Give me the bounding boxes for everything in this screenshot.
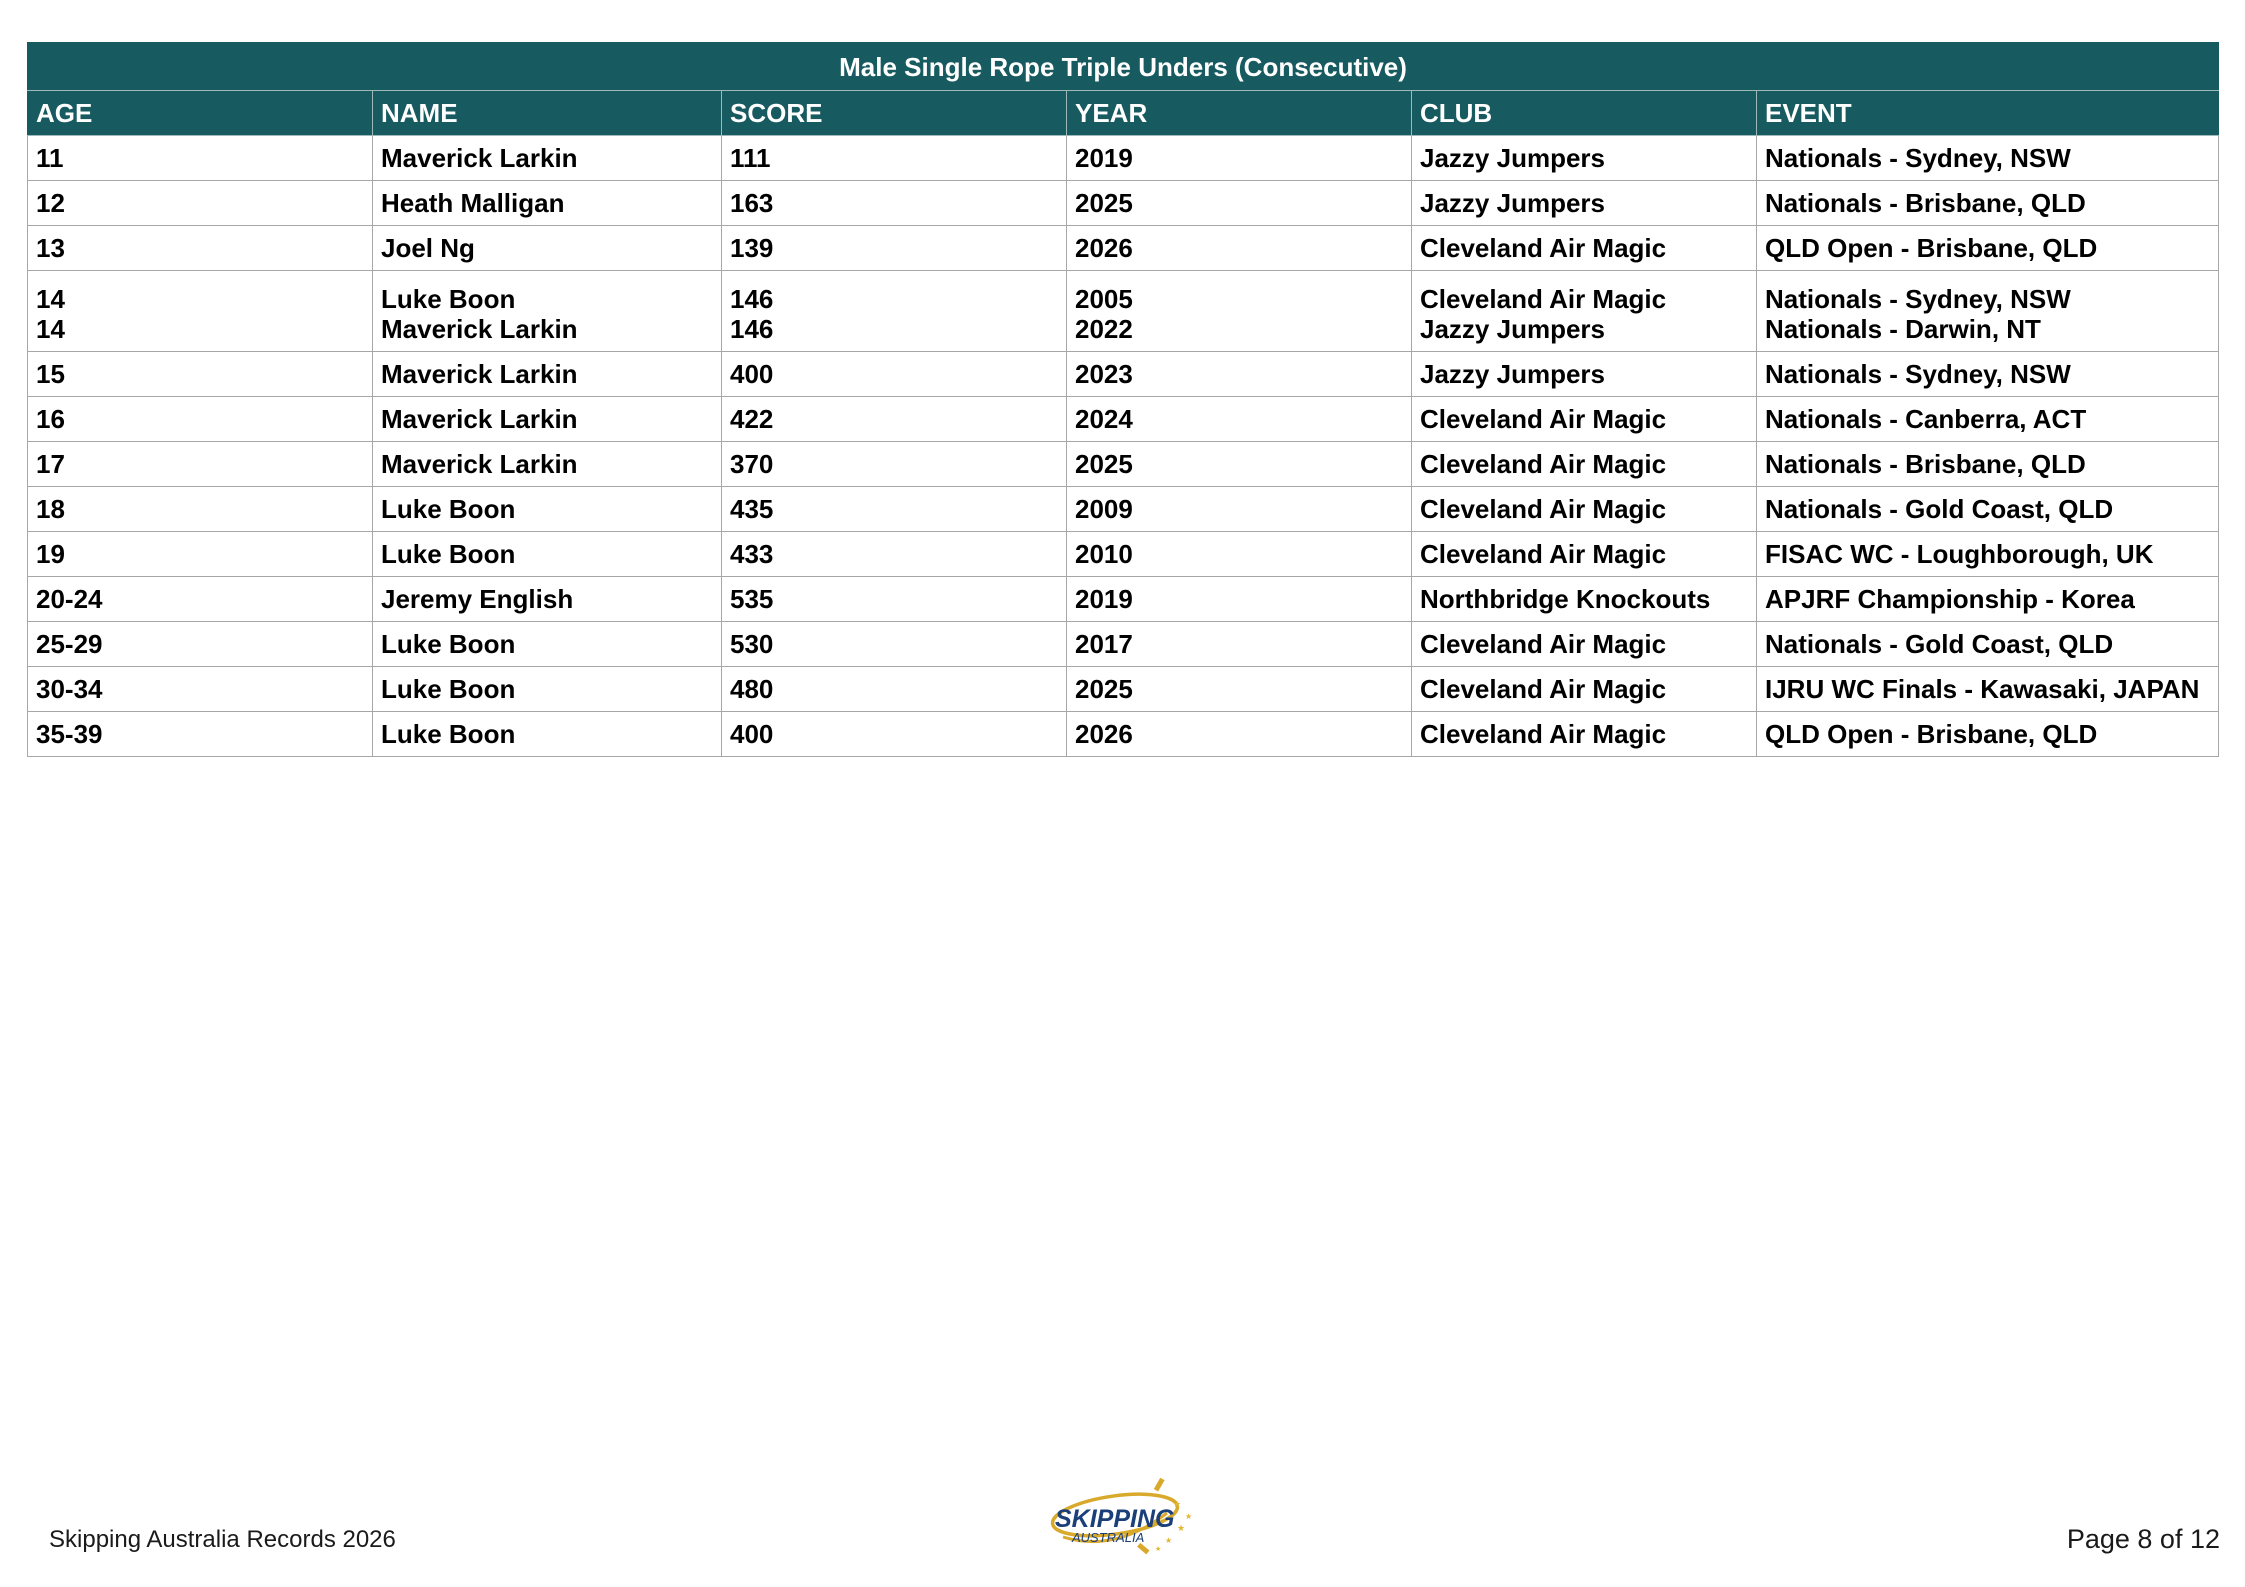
cell-text: 2025: [1075, 674, 1133, 704]
table-row: [28, 442, 2219, 487]
cell-text: FISAC WC - Loughborough, UK: [1765, 539, 2154, 569]
cell-age: [28, 181, 373, 226]
cell-text: Cleveland Air Magic: [1420, 449, 1667, 479]
svg-text:★: ★: [1155, 1546, 1162, 1553]
column-header-club: CLUB: [1412, 91, 1757, 136]
cell-text: 2022: [1075, 314, 1133, 344]
cell-text: IJRU WC Finals - Kawasaki, JAPAN: [1765, 674, 2200, 704]
cell-text: Luke Boon: [381, 539, 516, 569]
cell-year: [1067, 181, 1412, 226]
table-row: [28, 487, 2219, 532]
cell-text: 14: [36, 314, 65, 344]
cell-text: Jazzy Jumpers: [1420, 143, 1605, 173]
cell-text: Cleveland Air Magic: [1420, 539, 1667, 569]
cell-text: Maverick Larkin: [381, 314, 578, 344]
cell-year: [1067, 532, 1412, 577]
cell-text: Maverick Larkin: [381, 449, 578, 479]
cell-age: [28, 271, 373, 352]
cell-club: [1412, 577, 1757, 622]
cell-text: Northbridge Knockouts: [1420, 584, 1711, 614]
cell-text: 16: [36, 404, 65, 434]
cell-score: [722, 622, 1067, 667]
cell-text: Jeremy English: [381, 584, 574, 614]
cell-text: 163: [730, 188, 774, 218]
cell-text: Cleveland Air Magic: [1420, 233, 1667, 263]
cell-score: [722, 271, 1067, 352]
cell-name: [373, 442, 722, 487]
cell-year: [1067, 271, 1412, 352]
logo-text-skipping: SKIPPING: [1055, 1505, 1175, 1533]
cell-text: Maverick Larkin: [381, 143, 578, 173]
cell-club: [1412, 181, 1757, 226]
cell-text: 25-29: [36, 629, 103, 659]
cell-club: [1412, 712, 1757, 757]
cell-event: [1757, 136, 2219, 181]
cell-text: 111: [730, 143, 771, 173]
cell-text: 2005: [1075, 284, 1133, 314]
cell-text: Cleveland Air Magic: [1420, 629, 1667, 659]
cell-text: 2024: [1075, 404, 1133, 434]
cell-text: 433: [730, 539, 774, 569]
table-row: [28, 577, 2219, 622]
table-row: [28, 226, 2219, 271]
cell-text: Joel Ng: [381, 233, 475, 263]
cell-event: [1757, 622, 2219, 667]
cell-score: [722, 577, 1067, 622]
cell-year: [1067, 577, 1412, 622]
cell-club: [1412, 667, 1757, 712]
cell-name: [373, 136, 722, 181]
cell-text: 2017: [1075, 629, 1133, 659]
cell-text: 2019: [1075, 584, 1133, 614]
cell-text: 2009: [1075, 494, 1133, 524]
cell-text: 422: [730, 404, 774, 434]
cell-text: QLD Open - Brisbane, QLD: [1765, 719, 2098, 749]
cell-club: [1412, 136, 1757, 181]
cell-year: [1067, 442, 1412, 487]
cell-text: Jazzy Jumpers: [1420, 359, 1605, 389]
table-row: [28, 622, 2219, 667]
cell-text: 435: [730, 494, 774, 524]
cell-text: Nationals - Sydney, NSW: [1765, 359, 2071, 389]
cell-year: [1067, 667, 1412, 712]
cell-text: Nationals - Gold Coast, QLD: [1765, 494, 2114, 524]
cell-text: 14: [36, 284, 65, 314]
cell-text: Nationals - Sydney, NSW: [1765, 284, 2071, 314]
cell-text: 18: [36, 494, 65, 524]
cell-text: Nationals - Brisbane, QLD: [1765, 449, 2086, 479]
table-body: [28, 136, 2219, 757]
cell-score: [722, 667, 1067, 712]
cell-age: [28, 136, 373, 181]
cell-event: [1757, 667, 2219, 712]
cell-name: [373, 532, 722, 577]
cell-text: Nationals - Canberra, ACT: [1765, 404, 2087, 434]
cell-club: [1412, 487, 1757, 532]
cell-text: 370: [730, 449, 774, 479]
cell-score: [722, 352, 1067, 397]
cell-event: [1757, 181, 2219, 226]
cell-text: Cleveland Air Magic: [1420, 494, 1667, 524]
cell-name: [373, 622, 722, 667]
cell-text: APJRF Championship - Korea: [1765, 584, 2135, 614]
cell-text: 2025: [1075, 188, 1133, 218]
cell-club: [1412, 397, 1757, 442]
cell-text: Luke Boon: [381, 719, 516, 749]
table-title-row: [28, 43, 2219, 91]
cell-text: 19: [36, 539, 65, 569]
cell-name: [373, 181, 722, 226]
logo-text-australia: AUSTRALIA: [1072, 1530, 1145, 1545]
cell-text: 400: [730, 359, 774, 389]
cell-age: [28, 532, 373, 577]
cell-text: 15: [36, 359, 65, 389]
cell-score: [722, 487, 1067, 532]
table-row: [28, 181, 2219, 226]
cell-age: [28, 352, 373, 397]
cell-club: [1412, 226, 1757, 271]
cell-year: [1067, 487, 1412, 532]
table-row: [28, 712, 2219, 757]
cell-score: [722, 712, 1067, 757]
cell-text: QLD Open - Brisbane, QLD: [1765, 233, 2098, 263]
cell-club: [1412, 352, 1757, 397]
cell-text: 400: [730, 719, 774, 749]
svg-text:★: ★: [1185, 1512, 1193, 1521]
cell-text: 146: [730, 314, 774, 344]
cell-year: [1067, 397, 1412, 442]
cell-age: [28, 667, 373, 712]
table-row: [28, 397, 2219, 442]
cell-event: [1757, 577, 2219, 622]
cell-text: 2023: [1075, 359, 1133, 389]
cell-event: [1757, 352, 2219, 397]
cell-text: 17: [36, 449, 65, 479]
cell-year: [1067, 136, 1412, 181]
cell-score: [722, 181, 1067, 226]
column-header-age: AGE: [28, 91, 373, 136]
records-table: [27, 42, 2219, 757]
cell-text: 2025: [1075, 449, 1133, 479]
cell-age: [28, 487, 373, 532]
cell-text: 12: [36, 188, 65, 218]
cell-age: [28, 397, 373, 442]
cell-text: 2019: [1075, 143, 1133, 173]
column-header-event: EVENT: [1757, 91, 2219, 136]
cell-club: [1412, 271, 1757, 352]
cell-text: Cleveland Air Magic: [1420, 719, 1667, 749]
cell-text: 35-39: [36, 719, 103, 749]
cell-text: Nationals - Sydney, NSW: [1765, 143, 2071, 173]
cell-score: [722, 136, 1067, 181]
cell-name: [373, 577, 722, 622]
table-row: [28, 667, 2219, 712]
cell-club: [1412, 532, 1757, 577]
cell-event: [1757, 532, 2219, 577]
cell-text: 530: [730, 629, 774, 659]
cell-text: Nationals - Gold Coast, QLD: [1765, 629, 2114, 659]
cell-text: Nationals - Darwin, NT: [1765, 314, 2041, 344]
footer-document-title: Skipping Australia Records 2026: [49, 1526, 396, 1553]
cell-age: [28, 622, 373, 667]
cell-text: Luke Boon: [381, 674, 516, 704]
cell-text: 2026: [1075, 233, 1133, 263]
cell-age: [28, 577, 373, 622]
cell-name: [373, 667, 722, 712]
cell-name: [373, 226, 722, 271]
cell-name: [373, 397, 722, 442]
cell-text: Luke Boon: [381, 284, 516, 314]
cell-text: Maverick Larkin: [381, 404, 578, 434]
cell-text: Cleveland Air Magic: [1420, 674, 1667, 704]
cell-event: [1757, 226, 2219, 271]
cell-text: Jazzy Jumpers: [1420, 314, 1605, 344]
cell-year: [1067, 622, 1412, 667]
cell-text: 20-24: [36, 584, 103, 614]
cell-text: 139: [730, 233, 774, 263]
cell-event: [1757, 712, 2219, 757]
column-header-year: YEAR: [1067, 91, 1412, 136]
svg-text:★: ★: [1173, 1499, 1182, 1509]
cell-club: [1412, 442, 1757, 487]
table-row: [28, 271, 2219, 352]
cell-name: [373, 712, 722, 757]
cell-event: [1757, 397, 2219, 442]
cell-year: [1067, 226, 1412, 271]
table-row: [28, 532, 2219, 577]
svg-text:★: ★: [1177, 1523, 1186, 1533]
cell-event: [1757, 487, 2219, 532]
cell-age: [28, 712, 373, 757]
cell-text: 2010: [1075, 539, 1133, 569]
cell-name: [373, 352, 722, 397]
column-header-score: SCORE: [722, 91, 1067, 136]
cell-score: [722, 226, 1067, 271]
cell-text: 480: [730, 674, 774, 704]
cell-text: Cleveland Air Magic: [1420, 404, 1667, 434]
cell-text: 146: [730, 284, 774, 314]
cell-text: Luke Boon: [381, 629, 516, 659]
cell-event: [1757, 442, 2219, 487]
cell-name: [373, 487, 722, 532]
cell-score: [722, 397, 1067, 442]
cell-text: 535: [730, 584, 774, 614]
cell-text: Heath Malligan: [381, 188, 565, 218]
cell-score: [722, 442, 1067, 487]
cell-text: 13: [36, 233, 65, 263]
table-title: Male Single Rope Triple Unders (Consecutive): [28, 43, 2219, 91]
column-header-name: NAME: [373, 91, 722, 136]
cell-text: Luke Boon: [381, 494, 516, 524]
cell-score: [722, 532, 1067, 577]
cell-text: 11: [36, 143, 64, 173]
cell-year: [1067, 352, 1412, 397]
table-row: [28, 352, 2219, 397]
cell-age: [28, 442, 373, 487]
cell-name: [373, 271, 722, 352]
cell-year: [1067, 712, 1412, 757]
table-row: [28, 136, 2219, 181]
footer-page-number: Page 8 of 12: [2066, 1524, 2220, 1554]
svg-text:★: ★: [1165, 1536, 1173, 1545]
table-header-row: [28, 91, 2219, 136]
cell-text: Jazzy Jumpers: [1420, 188, 1605, 218]
skipping-australia-logo: [1045, 1475, 1205, 1555]
cell-club: [1412, 622, 1757, 667]
cell-text: 30-34: [36, 674, 103, 704]
cell-text: Maverick Larkin: [381, 359, 578, 389]
cell-event: [1757, 271, 2219, 352]
cell-text: Cleveland Air Magic: [1420, 284, 1667, 314]
cell-text: Nationals - Brisbane, QLD: [1765, 188, 2086, 218]
cell-text: 2026: [1075, 719, 1133, 749]
cell-age: [28, 226, 373, 271]
